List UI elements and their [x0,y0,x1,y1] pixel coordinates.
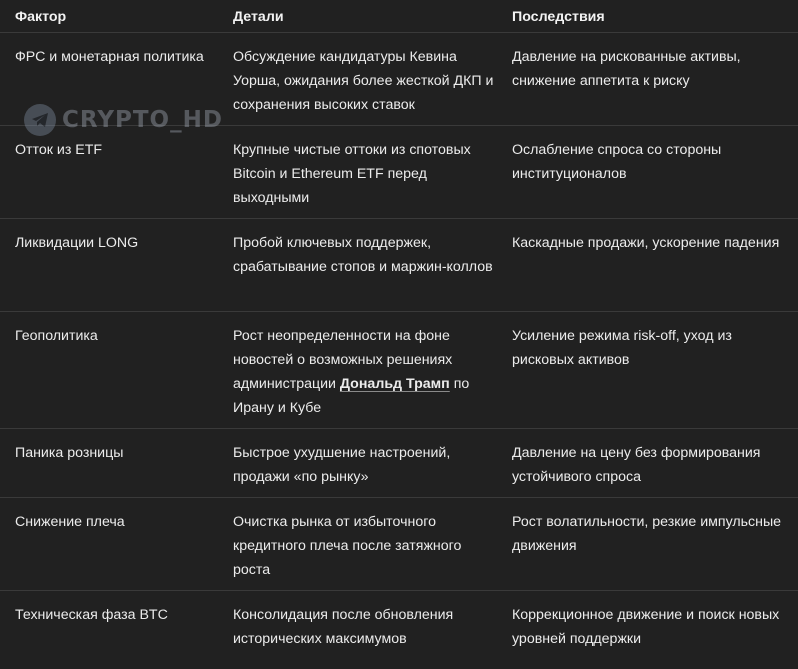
cell-consequences: Усиление режима risk-off, уход из рисковых активов [512,328,732,368]
cell-consequences: Ослабление спроса со стороны институционалов [512,142,722,182]
header-consequences: Последствия [512,9,605,25]
cell-details: Крупные чистые оттоки из спотовых Bitcoin и Ethereum ETF перед выходными [233,142,471,206]
table-row [0,312,798,429]
person-link[interactable]: Дональд Трамп [339,376,450,392]
cell-details: Быстрое ухудшение настроений, продажи «по рынку» [233,445,451,485]
cell-consequences: Давление на рискованные активы, снижение аппетита к риску [512,49,741,89]
details-text-after: по Ирану и Кубе [233,376,470,416]
cell-factor: Геополитика [15,328,98,344]
table-header-row [0,0,798,33]
cell-factor: Снижение плеча [15,514,125,530]
table-row [0,33,798,126]
cell-details: Обсуждение кандидатуры Кевина Уорша, ожидания более жесткой ДКП и сохранения высоких ставок [233,49,494,113]
cell-consequences: Каскадные продажи, ускорение падения [512,235,780,251]
table-row [0,126,798,219]
cell-consequences: Давление на цену без формирования устойчивого спроса [512,445,761,485]
table-row [0,429,798,498]
header-factor: Фактор [15,9,67,25]
cell-factor: Паника розницы [15,445,124,461]
cell-details: Консолидация после обновления исторических максимумов [233,607,454,647]
cell-factor: Ликвидации LONG [15,235,139,251]
cell-factor: Техническая фаза BTC [15,607,168,623]
cell-details [233,324,512,428]
table-row [0,498,798,591]
cell-factor: ФРС и монетарная политика [15,49,204,65]
cell-details: Очистка рынка от избыточного кредитного плеча после затяжного роста [233,514,462,578]
table-row [0,591,798,669]
cell-consequences: Рост волатильности, резкие импульсные движения [512,514,782,554]
watermark-text: CRYPTO_HD [62,107,223,133]
details-text-before: Рост неопределенности на фоне новостей о возможных решениях администрации [233,328,453,392]
cell-consequences: Коррекционное движение и поиск новых уровней поддержки [512,607,780,647]
cell-factor: Отток из ETF [15,142,103,158]
table-row [0,219,798,312]
cell-details: Пробой ключевых поддержек, срабатывание стопов и маржин-коллов [233,235,493,275]
header-details: Детали [233,9,284,25]
